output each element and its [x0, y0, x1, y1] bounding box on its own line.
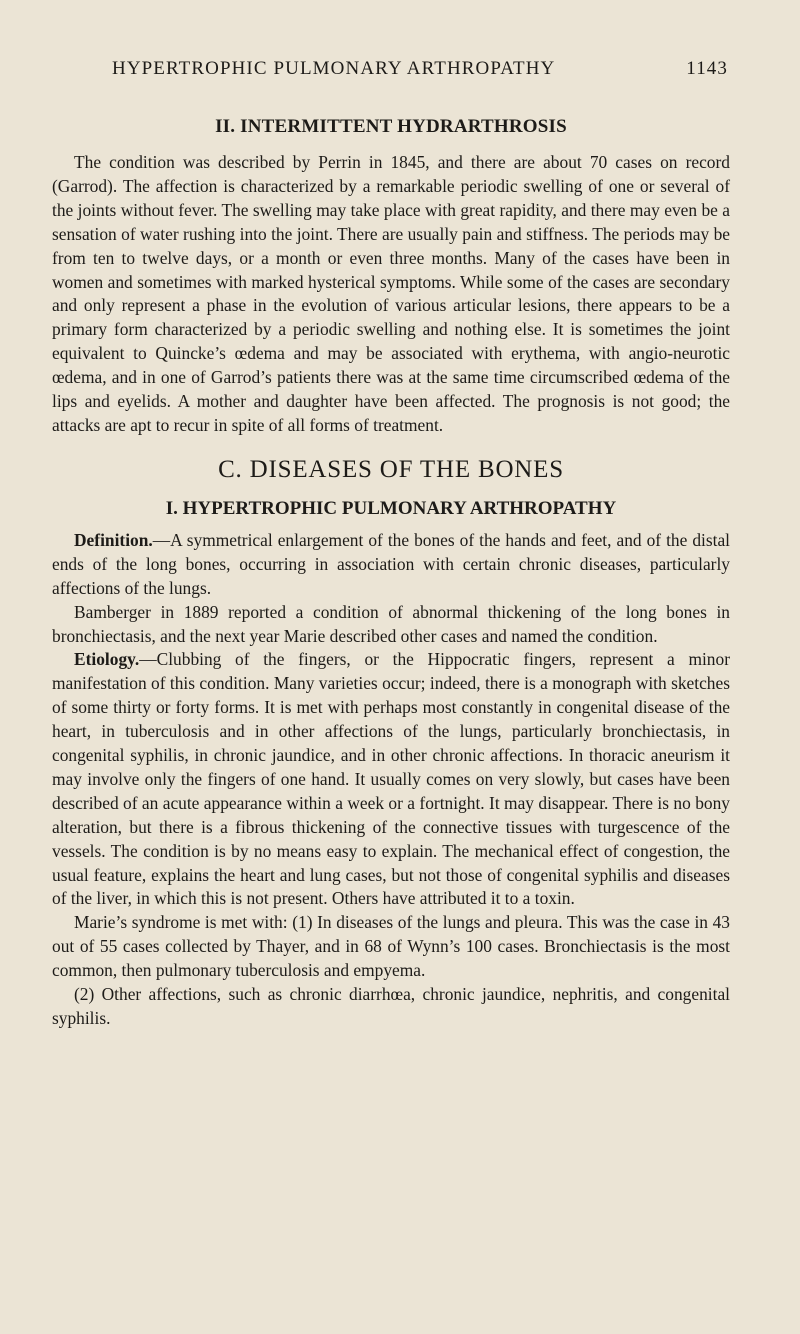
other-affections-paragraph: (2) Other affections, such as chronic diarrhœa, chronic jaundice, nephritis, and congenital syphilis. — [52, 984, 730, 1028]
running-head — [112, 58, 728, 86]
page-number: 1143 — [686, 58, 728, 79]
definition-text: —A symmetrical enlargement of the bones of the hands and feet, and of the distal ends of the long bones, occurring in association with certain chronic diseases, particularly affections of the lungs. — [52, 529, 730, 598]
etiology-paragraph — [52, 648, 730, 911]
section-ii-heading: II. INTERMITTENT HYDRARTHROSIS — [215, 116, 567, 137]
section-c-subheading: I. HYPERTROPHIC PULMONARY ARTHROPATHY — [165, 497, 617, 519]
page-content — [52, 115, 730, 1031]
marie-syndrome-paragraph: Marie’s syndrome is met with: (1) In diseases of the lungs and pleura. This was the case in 43 out of 55 cases collected by Thayer, and in 68 of Wynn’s 100 cases. Bronchiectasis is the most common, then pulmonary tuberculosis and empyema. — [52, 912, 730, 981]
section-c-heading: C. DISEASES OF THE BONES — [218, 455, 564, 483]
intermittent-hydrarthrosis-paragraph: The condition was described by Perrin in 1845, and there are about 70 cases on record (Garrod). The affection is characterized by a remarkable periodic swelling of one or several of the joints without fever. The swelling may take place with great rapidity, and there may even be a sensation of water rushing into the joint. There are usually pain and stiffness. The periods may be from ten to twelve days, or a month or even three months. Many of the cases have been in women and sometimes with marked hysterical symptoms. While some of the cases are secondary and only represent a phase in the evolution of various articular lesions, there appears to be a primary form characterized by a periodic swelling and nothing else. It is sometimes the joint equivalent to Quincke’s œdema and may be associated with erythema, with angio-neurotic œdema, and in one of Garrod’s patients there was at the same time circumscribed œdema of the lips and eyelids. A mother and daughter have been affected. The prognosis is not good; the attacks are apt to recur in spite of all forms of treatment. — [52, 152, 730, 435]
definition-label: Definition. — [74, 529, 153, 550]
definition-paragraph — [52, 529, 730, 601]
running-title: HYPERTROPHIC PULMONARY ARTHROPATHY — [112, 58, 556, 79]
etiology-text: —Clubbing of the fingers, or the Hippocratic fingers, represent a minor manifestation of this condition. Many varieties occur; indeed, there is a monograph with sketches of some thirty or forty forms. It is met with perhaps most constantly in congenital disease of the heart, in tuberculosis and in other affections of the lungs, particularly bronchiectasis, in congenital syphilis, in chronic jaundice, and in other chronic affections. In thoracic aneurism it may involve only the fingers of one hand. It usually comes on very slowly, but cases have been described of an acute appearance within a week or a fortnight. It may disappear. There is no bony alteration, but there is a fibrous thickening of the connective tissues with turgescence of the vessels. The condition is by no means easy to explain. The mechanical effect of congestion, the usual feature, explains the heart and lung cases, but not those of congenital syphilis and diseases of the liver, in which this is not present. Others have attributed it to a toxin. — [52, 649, 730, 909]
bamberger-paragraph: Bamberger in 1889 reported a condition of abnormal thickening of the long bones in bronchiectasis, and the next year Marie described other cases and named the condition. — [52, 601, 730, 646]
etiology-label: Etiology. — [74, 649, 140, 670]
